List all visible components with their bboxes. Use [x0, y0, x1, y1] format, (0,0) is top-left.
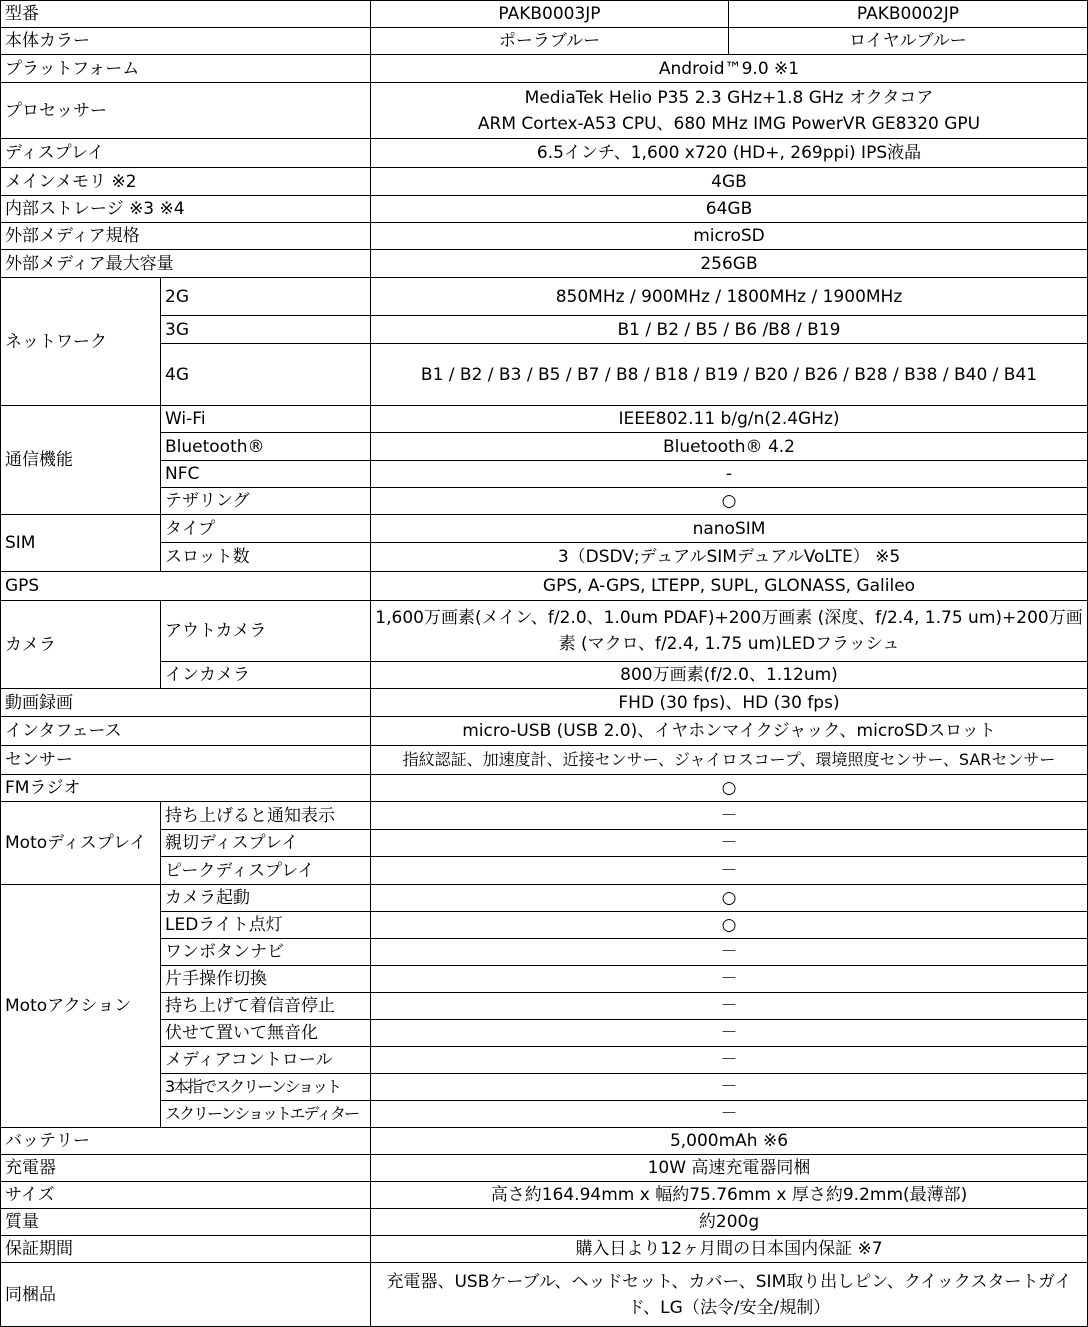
- network-3g-label: 3G: [161, 316, 371, 344]
- moto-action-item-value: －: [371, 993, 1088, 1020]
- battery-value: 5,000mAh ※6: [371, 1128, 1088, 1155]
- network-label: ネットワーク: [1, 278, 161, 406]
- platform-value: Android™9.0 ※1: [371, 55, 1088, 83]
- moto-actions-label: Motoアクション: [1, 885, 161, 1128]
- row-body-color: [1, 28, 1088, 55]
- internal-storage-value: 64GB: [371, 196, 1088, 223]
- row-main-memory: [1, 168, 1088, 196]
- row-interface: [1, 717, 1088, 746]
- moto-action-item-value: －: [371, 1020, 1088, 1047]
- sim-slots-label: スロット数: [161, 543, 371, 572]
- row-weight: [1, 1209, 1088, 1236]
- external-media-value: microSD: [371, 223, 1088, 250]
- video-value: FHD (30 fps)、HD (30 fps): [371, 689, 1088, 717]
- row-moto-action-5: [1, 993, 1088, 1020]
- row-video: [1, 689, 1088, 717]
- row-charger: [1, 1155, 1088, 1182]
- row-nfc: [1, 461, 1088, 488]
- sim-label: SIM: [1, 515, 161, 572]
- row-processor: [1, 83, 1088, 139]
- moto-display-item-value: －: [371, 802, 1088, 830]
- row-external-media: [1, 223, 1088, 250]
- charger-label: 充電器: [1, 1155, 371, 1182]
- processor-label: プロセッサー: [1, 83, 371, 139]
- camera-label: カメラ: [1, 601, 161, 689]
- body-color-label: 本体カラー: [1, 28, 371, 55]
- battery-label: バッテリー: [1, 1128, 371, 1155]
- row-moto-action-6: [1, 1020, 1088, 1047]
- row-network-2g: [1, 278, 1088, 316]
- bluetooth-label: Bluetooth®: [161, 433, 371, 461]
- moto-display-item-value: －: [371, 857, 1088, 885]
- communication-label: 通信機能: [1, 406, 161, 515]
- row-tethering: [1, 488, 1088, 515]
- sim-slots-value: 3（DSDV;デュアルSIMデュアルVoLTE） ※5: [371, 543, 1088, 572]
- row-internal-storage: [1, 196, 1088, 223]
- model-label: 型番: [1, 1, 371, 28]
- row-bluetooth: [1, 433, 1088, 461]
- model-value-1: PAKB0003JP: [371, 1, 729, 28]
- video-label: 動画録画: [1, 689, 371, 717]
- row-moto-action-3: [1, 939, 1088, 966]
- row-wifi: [1, 406, 1088, 433]
- row-sim-slots: [1, 543, 1088, 572]
- moto-action-item-label: ワンボタンナビ: [161, 939, 371, 966]
- sensor-label: センサー: [1, 746, 371, 775]
- moto-action-item-value: －: [371, 1101, 1088, 1128]
- row-network-3g: [1, 316, 1088, 344]
- fm-radio-label: FMラジオ: [1, 775, 371, 802]
- display-value: 6.5インチ、1,600 x720 (HD+, 269ppi) IPS液晶: [371, 139, 1088, 168]
- body-color-value-2: ロイヤルブルー: [729, 28, 1088, 55]
- moto-display-item-label: ピークディスプレイ: [161, 857, 371, 885]
- camera-in-value: 800万画素(f/2.0、1.12um): [371, 662, 1088, 689]
- size-value: 高さ約164.94mm x 幅約75.76mm x 厚さ約9.2mm(最薄部): [371, 1182, 1088, 1209]
- moto-action-item-label: カメラ起動: [161, 885, 371, 912]
- external-media-max-label: 外部メディア最大容量: [1, 250, 371, 278]
- weight-label: 質量: [1, 1209, 371, 1236]
- processor-line-1: MediaTek Helio P35 2.3 GHz+1.8 GHz オクタコア: [524, 87, 934, 108]
- row-moto-action-7: [1, 1047, 1088, 1074]
- body-color-value-1: ポーラブルー: [371, 28, 729, 55]
- row-moto-display-2: [1, 830, 1088, 857]
- wifi-value: IEEE802.11 b/g/n(2.4GHz): [371, 406, 1088, 433]
- processor-line-2: ARM Cortex-A53 CPU、680 MHz IMG PowerVR GE8320 GPU: [477, 113, 981, 134]
- external-media-max-value: 256GB: [371, 250, 1088, 278]
- warranty-label: 保証期間: [1, 1236, 371, 1263]
- moto-action-item-value: ○: [371, 912, 1088, 939]
- interface-value: micro-USB (USB 2.0)、イヤホンマイクジャック、microSDスロット: [371, 717, 1088, 746]
- weight-value: 約200g: [371, 1209, 1088, 1236]
- row-moto-action-4: [1, 966, 1088, 993]
- nfc-value: -: [371, 461, 1088, 488]
- row-model: [1, 1, 1088, 28]
- moto-action-item-label: 片手操作切換: [161, 966, 371, 993]
- moto-display-label: Motoディスプレイ: [1, 802, 161, 885]
- gps-label: GPS: [1, 572, 371, 601]
- bluetooth-value: Bluetooth® 4.2: [371, 433, 1088, 461]
- row-sim-type: [1, 515, 1088, 543]
- sim-type-label: タイプ: [161, 515, 371, 543]
- tethering-value: ○: [371, 488, 1088, 515]
- row-size: [1, 1182, 1088, 1209]
- warranty-value: 購入日より12ヶ月間の日本国内保証 ※7: [371, 1236, 1088, 1263]
- moto-action-item-label: 3本指でスクリーンショット: [161, 1074, 371, 1101]
- moto-action-item-value: ○: [371, 885, 1088, 912]
- row-warranty: [1, 1236, 1088, 1263]
- moto-action-item-label: 持ち上げて着信音停止: [161, 993, 371, 1020]
- row-moto-display-1: [1, 802, 1088, 830]
- row-fm-radio: [1, 775, 1088, 802]
- processor-value: [371, 83, 1088, 139]
- row-sensor: [1, 746, 1088, 775]
- size-label: サイズ: [1, 1182, 371, 1209]
- row-network-4g: [1, 344, 1088, 406]
- moto-action-item-label: スクリーンショットエディター: [161, 1101, 371, 1128]
- sensor-value: 指紋認証、加速度計、近接センサー、ジャイロスコープ、環境照度センサー、SARセンサー: [371, 746, 1088, 775]
- row-moto-display-3: [1, 857, 1088, 885]
- tethering-label: テザリング: [161, 488, 371, 515]
- network-4g-label: 4G: [161, 344, 371, 406]
- display-label: ディスプレイ: [1, 139, 371, 168]
- row-camera-out: [1, 601, 1088, 662]
- moto-action-item-label: LEDライト点灯: [161, 912, 371, 939]
- gps-value: GPS, A-GPS, LTEPP, SUPL, GLONASS, Galileo: [371, 572, 1088, 601]
- moto-display-item-label: 親切ディスプレイ: [161, 830, 371, 857]
- moto-display-item-value: －: [371, 830, 1088, 857]
- row-platform: [1, 55, 1088, 83]
- moto-action-item-label: 伏せて置いて無音化: [161, 1020, 371, 1047]
- main-memory-label: メインメモリ ※2: [1, 168, 371, 196]
- external-media-label: 外部メディア規格: [1, 223, 371, 250]
- network-2g-label: 2G: [161, 278, 371, 316]
- wifi-label: Wi-Fi: [161, 406, 371, 433]
- row-moto-action-9: [1, 1101, 1088, 1128]
- interface-label: インタフェース: [1, 717, 371, 746]
- row-moto-action-8: [1, 1074, 1088, 1101]
- row-display: [1, 139, 1088, 168]
- main-memory-value: 4GB: [371, 168, 1088, 196]
- moto-action-item-value: －: [371, 1074, 1088, 1101]
- row-battery: [1, 1128, 1088, 1155]
- moto-action-item-value: －: [371, 966, 1088, 993]
- package-contents-label: 同梱品: [1, 1263, 371, 1327]
- sim-type-value: nanoSIM: [371, 515, 1088, 543]
- model-value-2: PAKB0002JP: [729, 1, 1088, 28]
- row-package-contents: [1, 1263, 1088, 1327]
- network-3g-value: B1 / B2 / B5 / B6 /B8 / B19: [371, 316, 1088, 344]
- row-moto-action-1: [1, 885, 1088, 912]
- row-gps: [1, 572, 1088, 601]
- moto-action-item-label: メディアコントロール: [161, 1047, 371, 1074]
- moto-action-item-value: －: [371, 939, 1088, 966]
- fm-radio-value: ○: [371, 775, 1088, 802]
- moto-display-item-label: 持ち上げると通知表示: [161, 802, 371, 830]
- platform-label: プラットフォーム: [1, 55, 371, 83]
- camera-in-label: インカメラ: [161, 662, 371, 689]
- camera-out-value: 1,600万画素(メイン、f/2.0、1.0um PDAF)+200万画素 (深度、f/2.4, 1.75 um)+200万画素 (マクロ、f/2.4, 1.75 um)LEDフラッシュ: [371, 601, 1088, 662]
- nfc-label: NFC: [161, 461, 371, 488]
- row-external-media-max: [1, 250, 1088, 278]
- camera-out-label: アウトカメラ: [161, 601, 371, 662]
- moto-action-item-value: －: [371, 1047, 1088, 1074]
- row-camera-in: [1, 662, 1088, 689]
- network-2g-value: 850MHz / 900MHz / 1800MHz / 1900MHz: [371, 278, 1088, 316]
- charger-value: 10W 高速充電器同梱: [371, 1155, 1088, 1182]
- row-moto-action-2: [1, 912, 1088, 939]
- internal-storage-label: 内部ストレージ ※3 ※4: [1, 196, 371, 223]
- network-4g-value: B1 / B2 / B3 / B5 / B7 / B8 / B18 / B19 / B20 / B26 / B28 / B38 / B40 / B41: [371, 344, 1088, 406]
- package-contents-value: 充電器、USBケーブル、ヘッドセット、カバー、SIM取り出しピン、クイックスタートガイド、LG（法令/安全/規制）: [371, 1263, 1088, 1327]
